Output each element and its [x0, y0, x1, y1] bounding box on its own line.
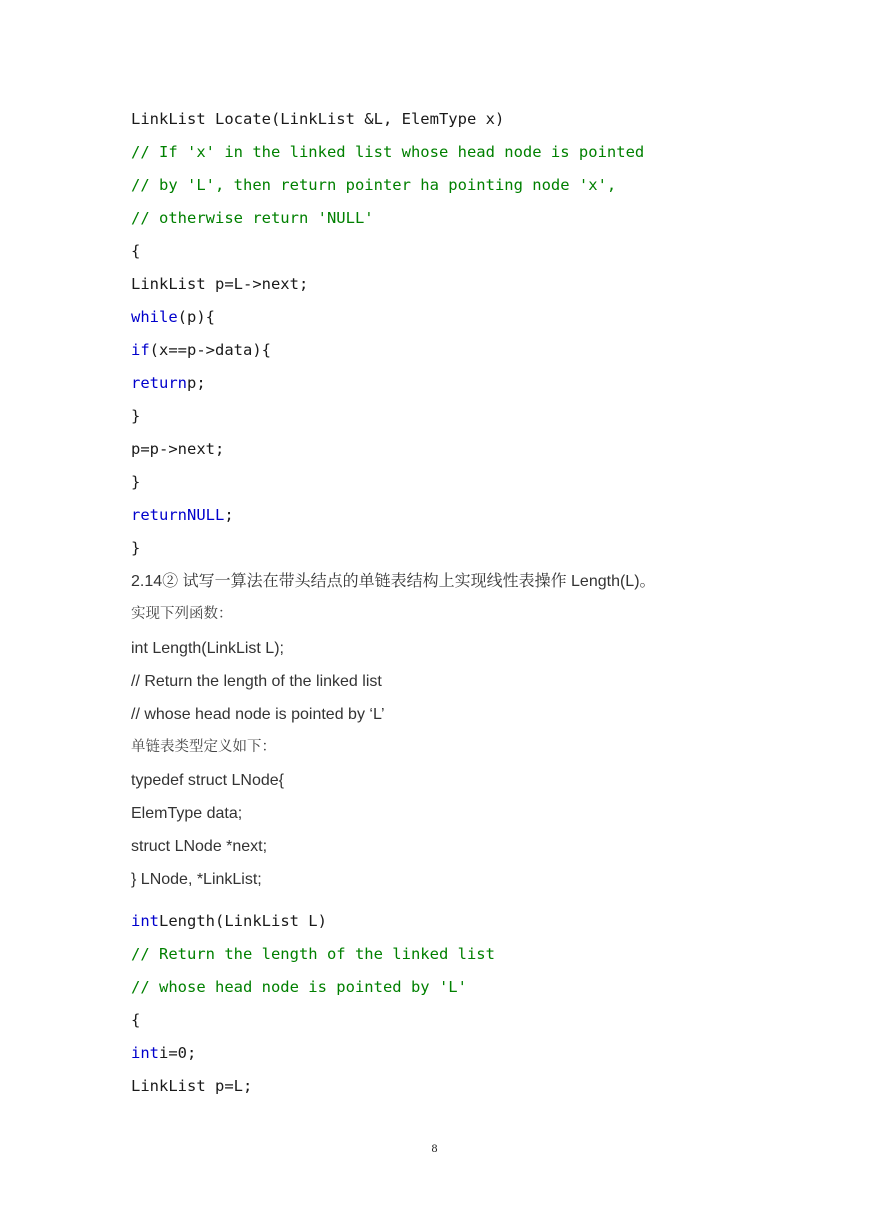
- code-line: LinkList p=L->next;: [131, 275, 309, 293]
- typedef-line: typedef struct LNode{: [131, 772, 284, 789]
- code-comment: // Return the length of the linked list: [131, 945, 495, 963]
- code-line: }: [131, 539, 141, 557]
- code-text: (x==p->data){: [149, 341, 271, 359]
- code-keyword: returnNULL: [131, 506, 225, 524]
- code-comment: // whose head node is pointed by 'L': [131, 978, 467, 996]
- code-line: p=p->next;: [131, 440, 225, 458]
- page-number: 8: [431, 1141, 438, 1155]
- typedef-line: struct LNode *next;: [131, 838, 268, 855]
- code-text: Length(LinkList L): [159, 912, 327, 930]
- code-comment: // by 'L', then return pointer ha pointing node 'x',: [131, 176, 617, 194]
- typedef-line: ElemType data;: [131, 805, 243, 822]
- typedef-line: } LNode, *LinkList;: [131, 871, 262, 888]
- code-line: {: [131, 242, 141, 260]
- code-text: (p){: [177, 308, 215, 326]
- code-text: ;: [224, 506, 234, 524]
- code-line: [131, 508, 234, 524]
- code-comment: // If 'x' in the linked list whose head node is pointed: [131, 143, 645, 161]
- code-line: }: [131, 407, 141, 425]
- code-line: [131, 310, 215, 326]
- code-text: i=0;: [159, 1044, 197, 1062]
- code-keyword: while: [131, 308, 178, 326]
- code-line: [131, 1046, 196, 1062]
- code-keyword: if: [131, 341, 150, 359]
- implement-label: 实现下列函数：: [131, 606, 233, 622]
- code-comment: // otherwise return 'NULL': [131, 209, 374, 227]
- prose-comment: // whose head node is pointed by ‘L’: [131, 706, 385, 723]
- code-keyword: return: [131, 374, 187, 392]
- code-line: [131, 914, 327, 930]
- code-line: }: [131, 473, 141, 491]
- code-line: LinkList Locate(LinkList &L, ElemType x): [131, 110, 505, 128]
- function-signature: int Length(LinkList L);: [131, 640, 284, 657]
- type-def-label: 单链表类型定义如下：: [131, 739, 276, 755]
- code-keyword: int: [131, 912, 159, 930]
- code-text: p;: [187, 374, 206, 392]
- prose-comment: // Return the length of the linked list: [131, 673, 382, 690]
- code-line: [131, 376, 206, 392]
- code-line: [131, 343, 271, 359]
- exercise-title: 2.14② 试写一算法在带头结点的单链表结构上实现线性表操作 Length(L)。: [131, 573, 656, 590]
- code-line: {: [131, 1011, 141, 1029]
- code-line: LinkList p=L;: [131, 1077, 253, 1095]
- code-keyword: int: [131, 1044, 159, 1062]
